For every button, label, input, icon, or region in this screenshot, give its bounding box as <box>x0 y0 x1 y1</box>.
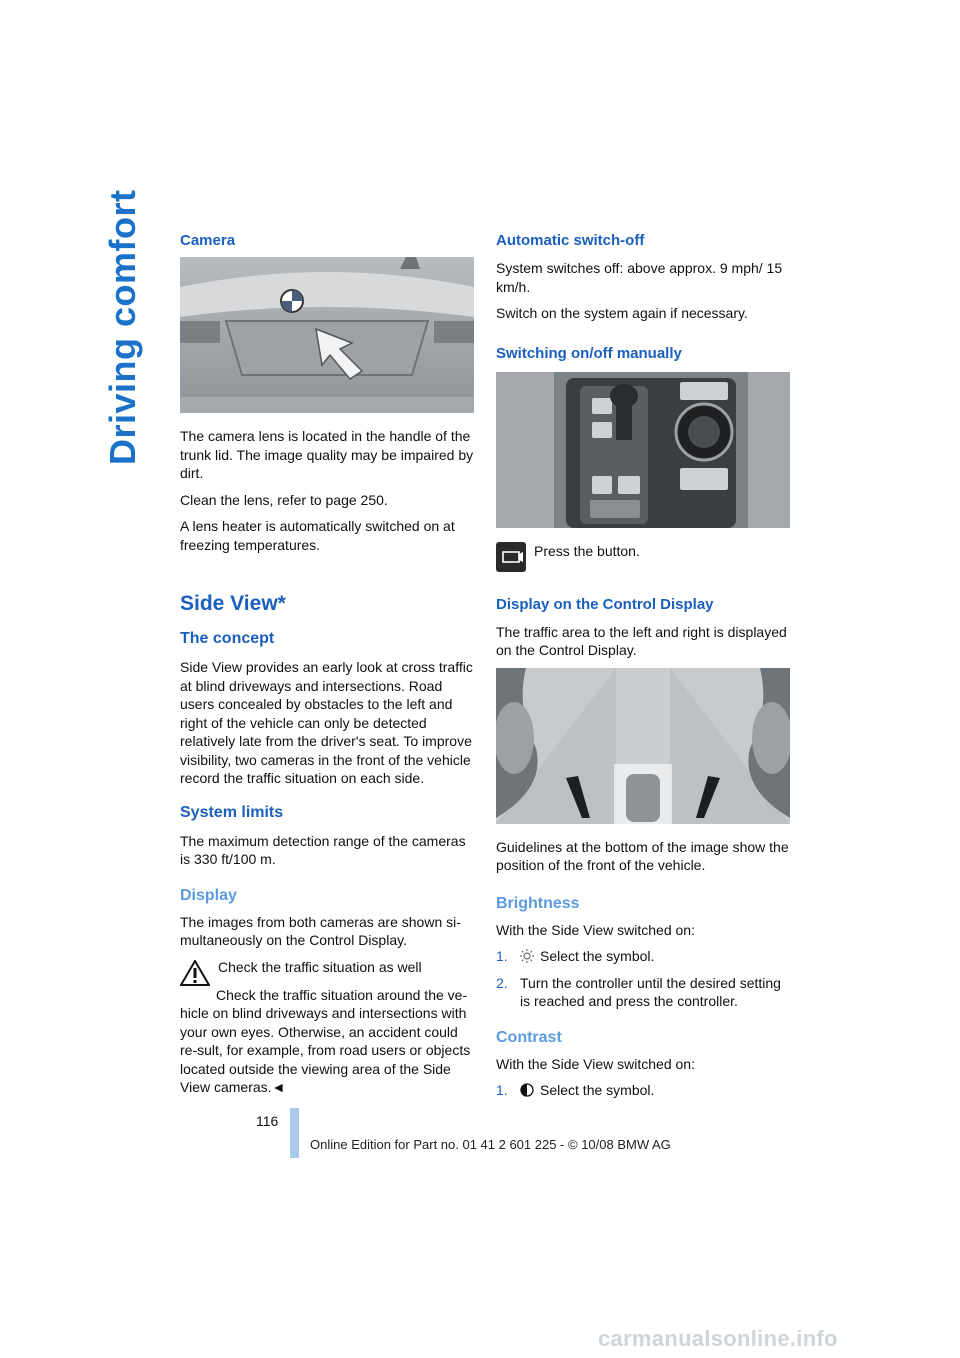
step-text: Select the symbol. <box>540 948 655 964</box>
camera-text-1: The camera lens is located in the handle of the trunk lid. The image quality may be impaired by dirt. <box>180 428 474 481</box>
auto-off-text-2: Switch on the system again if necessary. <box>496 305 748 321</box>
auto-off-text-1: System switches off: above approx. 9 mph/ 15 km/h. <box>496 260 783 295</box>
contrast-steps <box>496 1081 790 1100</box>
contrast-intro: With the Side View switched on: <box>496 1055 695 1072</box>
brightness-intro: With the Side View switched on: <box>496 921 695 938</box>
control-display-text-2: Guidelines at the bottom of the image show the position of the front of the vehicle. <box>496 838 789 873</box>
camera-text-3: A lens heater is automatically switched on at freezing temperatures. <box>180 518 455 553</box>
camera-heading: Camera <box>180 232 236 249</box>
concept-text: Side View provides an early look at cross traffic at blind driveways and intersections. Road users concealed by obstacles to the left and right of the vehicle can only be detected relatively late from the driver's seat. To improve visibility, two cameras in the front of the vehicle record the traffic situation on each side. <box>180 659 473 786</box>
limits-heading: System limits <box>180 803 284 821</box>
display-text: The images from both cameras are shown si-multaneously on the Control Display. <box>180 913 461 948</box>
concept-heading: The concept <box>180 630 275 647</box>
step-text: Select the symbol. <box>540 1082 655 1098</box>
camera-figure <box>180 257 474 413</box>
brightness-step-1 <box>496 947 790 966</box>
limits-text: The maximum detection range of the cameras is 330 ft/100 m. <box>180 832 466 867</box>
sun-icon <box>520 947 540 966</box>
footer-edition: Online Edition for Part no. 01 41 2 601 225 - © 10/08 BMW AG <box>310 1137 671 1152</box>
warning-title: Check the traffic situation as well <box>218 958 422 975</box>
control-display-figure <box>496 668 790 824</box>
section-title: Driving comfort <box>102 189 143 465</box>
footer-bar <box>290 1108 299 1158</box>
auto-off-heading: Automatic switch-off <box>496 232 645 249</box>
step-number: 2. <box>496 974 508 991</box>
step-number: 1. <box>496 948 508 964</box>
page-number: 116 <box>256 1113 279 1129</box>
brightness-step-2 <box>496 974 790 1011</box>
brightness-steps <box>496 947 790 1011</box>
press-text: Press the button. <box>534 542 640 559</box>
left-column <box>180 232 474 1105</box>
step-text: Turn the controller until the desired setting is reached and press the controller. <box>520 974 781 1009</box>
control-display-heading: Display on the Control Display <box>496 595 714 613</box>
console-figure <box>496 372 790 528</box>
watermark: carmanualsonline.info <box>598 1326 838 1351</box>
right-column <box>496 232 790 1108</box>
side-view-button-icon[interactable] <box>496 542 526 572</box>
display-heading: Display <box>180 886 237 904</box>
warning-icon <box>180 960 210 986</box>
brightness-heading: Brightness <box>496 894 580 912</box>
contrast-heading: Contrast <box>496 1028 562 1046</box>
control-display-text-1: The traffic area to the left and right is displayed on the Control Display. <box>496 623 787 658</box>
side-tab <box>96 189 156 470</box>
side-view-title: Side View* <box>180 592 286 615</box>
warning-block <box>180 958 474 1097</box>
camera-text-2: Clean the lens, refer to page 250. <box>180 491 388 508</box>
contrast-icon <box>520 1081 540 1100</box>
contrast-step-1 <box>496 1081 790 1100</box>
step-number: 1. <box>496 1082 508 1098</box>
warning-text: Check the traffic situation around the ve-hicle on blind driveways and intersections with your own eyes. Otherwise, an accident could re-sult, for example, from road users or objects located outside the viewing area of the Side View cameras.◄ <box>180 986 471 1095</box>
press-button-row <box>496 542 790 572</box>
manual-heading: Switching on/off manually <box>496 344 682 362</box>
